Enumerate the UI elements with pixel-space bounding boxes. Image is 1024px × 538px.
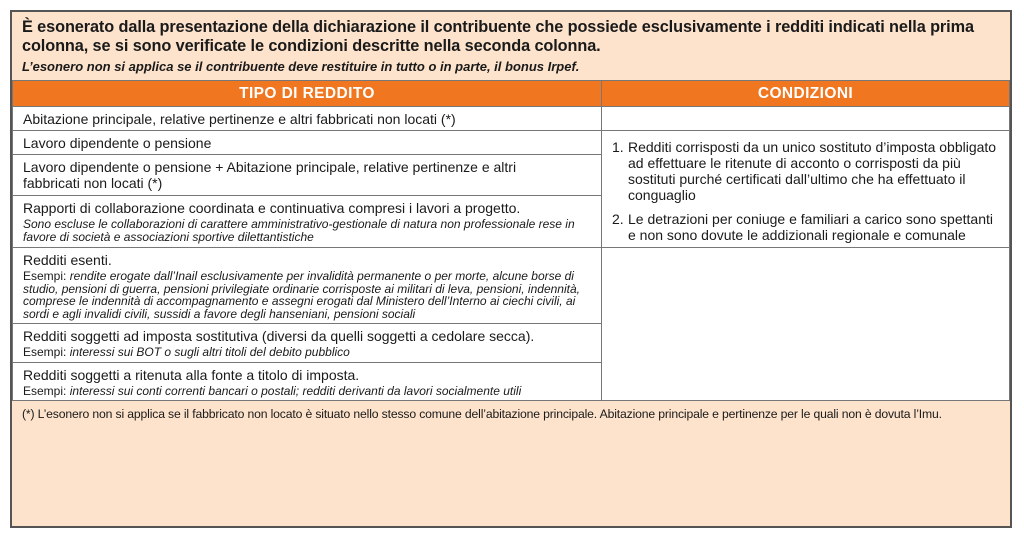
row-text: Abitazione principale, relative pertinenze e altri fabbricati non locati (*) — [23, 111, 456, 127]
conditions-empty-cell — [602, 107, 1010, 131]
header-condizioni: CONDIZIONI — [602, 81, 1010, 107]
row-text: Rapporti di collaborazione coordinata e continuativa compresi i lavori a progetto. — [23, 200, 521, 216]
row-text: Lavoro dipendente o pensione + Abitazione principale, relative pertinenze e altri fabbricati non locati (*) — [23, 159, 517, 191]
conditions-empty-cell — [602, 248, 1010, 401]
row-note: Sono escluse le collaborazioni di carattere amministrativo-gestionale di natura non professionale rese in favore di società e associazioni sportive dilettantistiche — [23, 217, 575, 244]
intro-note: L’esonero non si applica se il contribuente deve restituire in tutto o in parte, il bonus Irpef. — [22, 59, 580, 74]
table-row — [13, 248, 1010, 324]
conditions-cell — [602, 131, 1010, 248]
row-note-label: Esempi: — [23, 269, 70, 283]
condition-item — [612, 211, 999, 243]
table-header-row — [13, 81, 1010, 107]
row-note: interessi sui conti correnti bancari o postali; redditi derivanti da lavori socialmente utili — [69, 383, 522, 398]
row-note-label: Esempi: — [23, 345, 70, 359]
intro-text: È esonerato dalla presentazione della dichiarazione il contribuente che possiede esclusivamente i redditi indicati nella prima colonna, se si sono verificate le condizioni descritte nella seconda colonna. — [22, 18, 974, 55]
condition-text: Redditi corrisposti da un unico sostituto d’imposta obbligato ad effettuare le ritenute di acconto o corrisposti da più sostituti purché certificati dall’ultimo che ha effettuato il conguaglio — [628, 139, 997, 203]
condition-item — [612, 139, 999, 203]
row-text: Lavoro dipendente o pensione — [23, 135, 212, 151]
row-note: interessi sui BOT o sugli altri titoli del debito pubblico — [69, 345, 350, 359]
table-row — [13, 107, 1010, 131]
intro — [12, 12, 1010, 80]
row-text: Redditi soggetti a ritenuta alla fonte a titolo di imposta. — [23, 366, 360, 383]
row-text: Redditi esenti. — [23, 252, 112, 268]
condition-number: 2. — [612, 211, 624, 227]
condition-text: Le detrazioni per coniuge e familiari a carico sono spettanti e non sono dovute le addizionali regionale e comunale — [628, 211, 993, 243]
condition-number: 1. — [612, 139, 624, 155]
row-text: Redditi soggetti ad imposta sostitutiva (diversi da quelli soggetti a cedolare secca). — [23, 328, 535, 344]
footnote: (*) L’esonero non si applica se il fabbricato non locato è situato nello stesso comune dell’abitazione principale. Abitazione principale e pertinenze per le quali non è dovuta l’Imu. — [12, 400, 1010, 526]
row-note: rendite erogate dall’Inail esclusivamente per invalidità permanente o per morte, alcune borse di studio, pensioni di guerra, pensioni privilegiate ordinarie corrisposte ai militari di leva, pensioni, indennità, comprese le indennità di accompagnamento e assegni erogati dal Ministero dell’Interno ai ciechi civili, ai sordi e agli invalidi civili, sussidi a favore degli hanseniani, pensioni sociali — [23, 269, 580, 321]
exemption-box — [10, 10, 1012, 528]
header-tipo-di-reddito: TIPO DI REDDITO — [13, 81, 602, 107]
row-note-label: Esempi: — [23, 383, 70, 398]
table-row — [13, 131, 1010, 155]
income-table — [12, 80, 1010, 400]
